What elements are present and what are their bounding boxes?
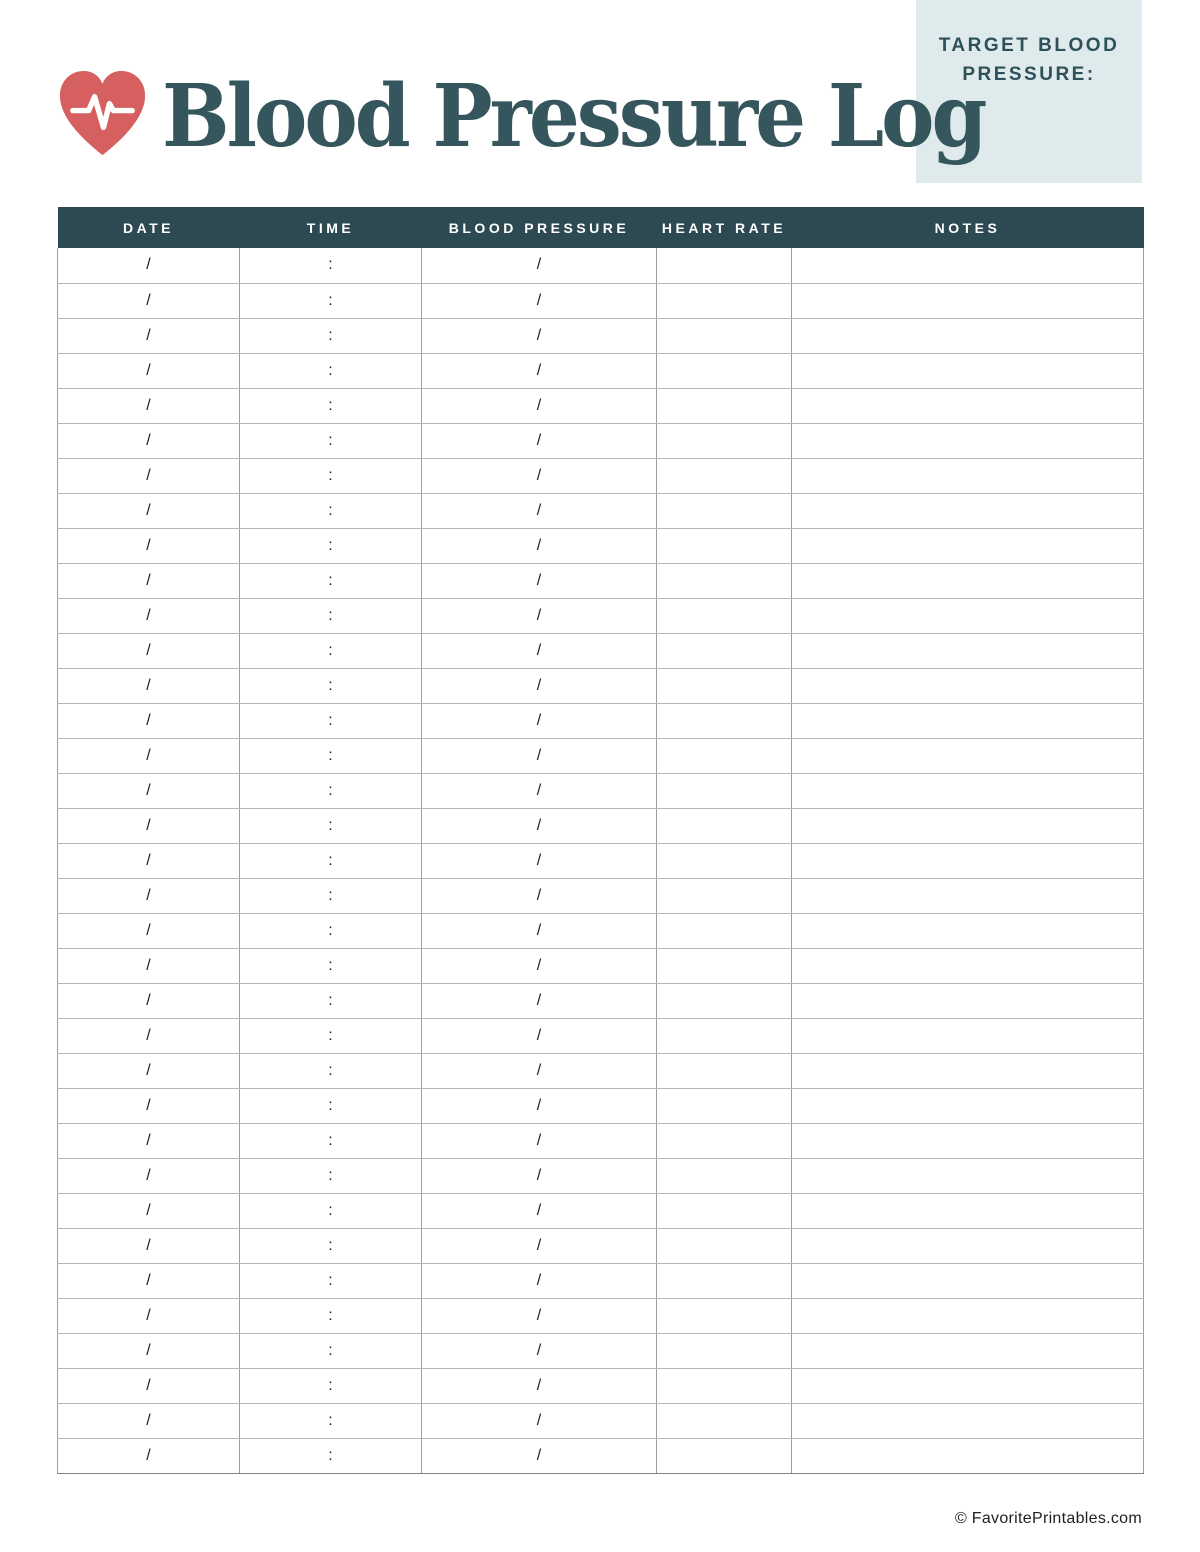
table-row <box>58 703 1144 738</box>
cell-blood-pressure: / <box>422 598 657 633</box>
cell-blood-pressure: / <box>422 948 657 983</box>
cell-heart-rate <box>657 633 792 668</box>
cell-blood-pressure: / <box>422 1053 657 1088</box>
cell-date: / <box>58 1263 240 1298</box>
cell-time: : <box>240 1158 422 1193</box>
table-row <box>58 1403 1144 1438</box>
cell-heart-rate <box>657 353 792 388</box>
cell-heart-rate <box>657 283 792 318</box>
cell-heart-rate <box>657 1298 792 1333</box>
cell-notes <box>792 353 1144 388</box>
cell-blood-pressure: / <box>422 1438 657 1473</box>
cell-date: / <box>58 633 240 668</box>
cell-date: / <box>58 1053 240 1088</box>
cell-time: : <box>240 843 422 878</box>
cell-notes <box>792 493 1144 528</box>
cell-time: : <box>240 528 422 563</box>
cell-heart-rate <box>657 668 792 703</box>
header-row <box>58 207 1144 248</box>
cell-heart-rate <box>657 773 792 808</box>
cell-date: / <box>58 248 240 283</box>
cell-time: : <box>240 773 422 808</box>
cell-notes <box>792 808 1144 843</box>
column-header-notes: NOTES <box>792 207 1144 248</box>
cell-heart-rate <box>657 843 792 878</box>
log-table <box>57 207 1144 1474</box>
log-table-header <box>58 207 1144 248</box>
table-row <box>58 388 1144 423</box>
table-row <box>58 493 1144 528</box>
cell-heart-rate <box>657 1228 792 1263</box>
table-row <box>58 1263 1144 1298</box>
cell-date: / <box>58 388 240 423</box>
cell-blood-pressure: / <box>422 248 657 283</box>
table-row <box>58 528 1144 563</box>
cell-time: : <box>240 283 422 318</box>
cell-blood-pressure: / <box>422 1228 657 1263</box>
cell-heart-rate <box>657 1263 792 1298</box>
table-row <box>58 1088 1144 1123</box>
cell-heart-rate <box>657 948 792 983</box>
cell-notes <box>792 843 1144 878</box>
table-row <box>58 1193 1144 1228</box>
cell-blood-pressure: / <box>422 563 657 598</box>
cell-notes <box>792 1403 1144 1438</box>
cell-heart-rate <box>657 1438 792 1473</box>
cell-notes <box>792 1298 1144 1333</box>
cell-date: / <box>58 598 240 633</box>
cell-notes <box>792 773 1144 808</box>
cell-blood-pressure: / <box>422 1333 657 1368</box>
cell-time: : <box>240 948 422 983</box>
cell-heart-rate <box>657 563 792 598</box>
cell-heart-rate <box>657 1123 792 1158</box>
table-row <box>58 423 1144 458</box>
cell-time: : <box>240 493 422 528</box>
cell-notes <box>792 1018 1144 1053</box>
table-row <box>58 353 1144 388</box>
cell-heart-rate <box>657 738 792 773</box>
cell-time: : <box>240 1123 422 1158</box>
cell-notes <box>792 913 1144 948</box>
cell-date: / <box>58 318 240 353</box>
cell-time: : <box>240 563 422 598</box>
cell-date: / <box>58 1018 240 1053</box>
cell-time: : <box>240 388 422 423</box>
cell-notes <box>792 1123 1144 1158</box>
cell-blood-pressure: / <box>422 668 657 703</box>
cell-heart-rate <box>657 1158 792 1193</box>
cell-notes <box>792 878 1144 913</box>
cell-time: : <box>240 913 422 948</box>
cell-time: : <box>240 668 422 703</box>
table-row <box>58 1368 1144 1403</box>
cell-blood-pressure: / <box>422 773 657 808</box>
target-pressure-label: TARGET BLOOD PRESSURE: <box>938 35 1120 85</box>
cell-notes <box>792 283 1144 318</box>
cell-time: : <box>240 1228 422 1263</box>
cell-heart-rate <box>657 493 792 528</box>
table-row <box>58 633 1144 668</box>
cell-time: : <box>240 423 422 458</box>
cell-date: / <box>58 843 240 878</box>
column-header-blood-pressure: BLOOD PRESSURE <box>422 207 657 248</box>
table-row <box>58 1158 1144 1193</box>
table-row <box>58 248 1144 283</box>
cell-time: : <box>240 983 422 1018</box>
cell-time: : <box>240 248 422 283</box>
cell-notes <box>792 1263 1144 1298</box>
cell-notes <box>792 703 1144 738</box>
page-header <box>53 66 984 165</box>
cell-blood-pressure: / <box>422 423 657 458</box>
cell-date: / <box>58 1368 240 1403</box>
cell-heart-rate <box>657 458 792 493</box>
table-row <box>58 983 1144 1018</box>
cell-time: : <box>240 1333 422 1368</box>
cell-date: / <box>58 808 240 843</box>
footer-credit: © FavoritePrintables.com <box>954 1510 1142 1527</box>
cell-date: / <box>58 983 240 1018</box>
cell-date: / <box>58 1123 240 1158</box>
cell-date: / <box>58 493 240 528</box>
cell-notes <box>792 598 1144 633</box>
cell-date: / <box>58 878 240 913</box>
table-row <box>58 1438 1144 1473</box>
cell-blood-pressure: / <box>422 283 657 318</box>
cell-date: / <box>58 773 240 808</box>
cell-heart-rate <box>657 248 792 283</box>
cell-time: : <box>240 318 422 353</box>
cell-time: : <box>240 1438 422 1473</box>
cell-notes <box>792 528 1144 563</box>
cell-blood-pressure: / <box>422 1193 657 1228</box>
cell-notes <box>792 248 1144 283</box>
cell-time: : <box>240 633 422 668</box>
cell-blood-pressure: / <box>422 1088 657 1123</box>
cell-blood-pressure: / <box>422 493 657 528</box>
table-row <box>58 598 1144 633</box>
cell-blood-pressure: / <box>422 1263 657 1298</box>
cell-heart-rate <box>657 528 792 563</box>
cell-notes <box>792 563 1144 598</box>
cell-date: / <box>58 458 240 493</box>
column-header-heart-rate: HEART RATE <box>657 207 792 248</box>
cell-date: / <box>58 913 240 948</box>
cell-notes <box>792 1053 1144 1088</box>
cell-blood-pressure: / <box>422 318 657 353</box>
cell-time: : <box>240 738 422 773</box>
cell-date: / <box>58 738 240 773</box>
table-row <box>58 738 1144 773</box>
cell-heart-rate <box>657 1368 792 1403</box>
cell-time: : <box>240 703 422 738</box>
cell-heart-rate <box>657 1403 792 1438</box>
cell-heart-rate <box>657 878 792 913</box>
cell-notes <box>792 668 1144 703</box>
log-table-body <box>58 248 1144 1473</box>
cell-date: / <box>58 283 240 318</box>
cell-time: : <box>240 458 422 493</box>
cell-notes <box>792 1193 1144 1228</box>
cell-blood-pressure: / <box>422 983 657 1018</box>
cell-date: / <box>58 703 240 738</box>
cell-notes <box>792 983 1144 1018</box>
table-row <box>58 878 1144 913</box>
cell-heart-rate <box>657 1088 792 1123</box>
table-row <box>58 1053 1144 1088</box>
cell-time: : <box>240 1298 422 1333</box>
cell-heart-rate <box>657 1333 792 1368</box>
cell-blood-pressure: / <box>422 1018 657 1053</box>
table-row <box>58 913 1144 948</box>
cell-time: : <box>240 1193 422 1228</box>
cell-blood-pressure: / <box>422 1158 657 1193</box>
table-row <box>58 318 1144 353</box>
cell-heart-rate <box>657 983 792 1018</box>
cell-blood-pressure: / <box>422 633 657 668</box>
cell-notes <box>792 948 1144 983</box>
cell-time: : <box>240 598 422 633</box>
table-row <box>58 1018 1144 1053</box>
table-row <box>58 948 1144 983</box>
cell-blood-pressure: / <box>422 843 657 878</box>
table-row <box>58 1298 1144 1333</box>
table-row <box>58 283 1144 318</box>
cell-date: / <box>58 1193 240 1228</box>
cell-date: / <box>58 1088 240 1123</box>
cell-date: / <box>58 563 240 598</box>
cell-blood-pressure: / <box>422 1123 657 1158</box>
cell-blood-pressure: / <box>422 738 657 773</box>
table-row <box>58 563 1144 598</box>
cell-notes <box>792 738 1144 773</box>
cell-blood-pressure: / <box>422 703 657 738</box>
table-row <box>58 1228 1144 1263</box>
cell-time: : <box>240 1053 422 1088</box>
cell-notes <box>792 458 1144 493</box>
cell-time: : <box>240 1368 422 1403</box>
cell-notes <box>792 423 1144 458</box>
cell-heart-rate <box>657 1193 792 1228</box>
cell-time: : <box>240 1018 422 1053</box>
heart-pulse-icon <box>53 66 152 165</box>
cell-time: : <box>240 878 422 913</box>
column-header-date: DATE <box>58 207 240 248</box>
cell-date: / <box>58 528 240 563</box>
cell-heart-rate <box>657 423 792 458</box>
cell-heart-rate <box>657 318 792 353</box>
page-title: Blood Pressure Log <box>162 64 985 167</box>
table-row <box>58 668 1144 703</box>
cell-date: / <box>58 353 240 388</box>
table-row <box>58 773 1144 808</box>
cell-notes <box>792 318 1144 353</box>
cell-blood-pressure: / <box>422 353 657 388</box>
cell-blood-pressure: / <box>422 528 657 563</box>
cell-date: / <box>58 423 240 458</box>
cell-notes <box>792 1438 1144 1473</box>
cell-notes <box>792 1088 1144 1123</box>
table-row <box>58 458 1144 493</box>
cell-blood-pressure: / <box>422 458 657 493</box>
cell-time: : <box>240 353 422 388</box>
cell-notes <box>792 1158 1144 1193</box>
cell-notes <box>792 1228 1144 1263</box>
cell-time: : <box>240 1263 422 1298</box>
cell-heart-rate <box>657 598 792 633</box>
cell-date: / <box>58 1158 240 1193</box>
cell-blood-pressure: / <box>422 1403 657 1438</box>
cell-notes <box>792 1333 1144 1368</box>
cell-blood-pressure: / <box>422 388 657 423</box>
cell-notes <box>792 1368 1144 1403</box>
table-row <box>58 808 1144 843</box>
column-header-time: TIME <box>240 207 422 248</box>
cell-blood-pressure: / <box>422 808 657 843</box>
cell-date: / <box>58 1333 240 1368</box>
cell-blood-pressure: / <box>422 913 657 948</box>
cell-blood-pressure: / <box>422 1298 657 1333</box>
cell-date: / <box>58 1298 240 1333</box>
cell-heart-rate <box>657 808 792 843</box>
cell-date: / <box>58 1438 240 1473</box>
cell-heart-rate <box>657 913 792 948</box>
cell-heart-rate <box>657 1053 792 1088</box>
table-row <box>58 843 1144 878</box>
cell-heart-rate <box>657 703 792 738</box>
table-row <box>58 1333 1144 1368</box>
cell-date: / <box>58 1228 240 1263</box>
cell-heart-rate <box>657 388 792 423</box>
cell-blood-pressure: / <box>422 878 657 913</box>
cell-date: / <box>58 668 240 703</box>
cell-time: : <box>240 1403 422 1438</box>
cell-time: : <box>240 808 422 843</box>
cell-date: / <box>58 1403 240 1438</box>
cell-notes <box>792 388 1144 423</box>
cell-notes <box>792 633 1144 668</box>
cell-blood-pressure: / <box>422 1368 657 1403</box>
table-row <box>58 1123 1144 1158</box>
cell-heart-rate <box>657 1018 792 1053</box>
cell-time: : <box>240 1088 422 1123</box>
cell-date: / <box>58 948 240 983</box>
